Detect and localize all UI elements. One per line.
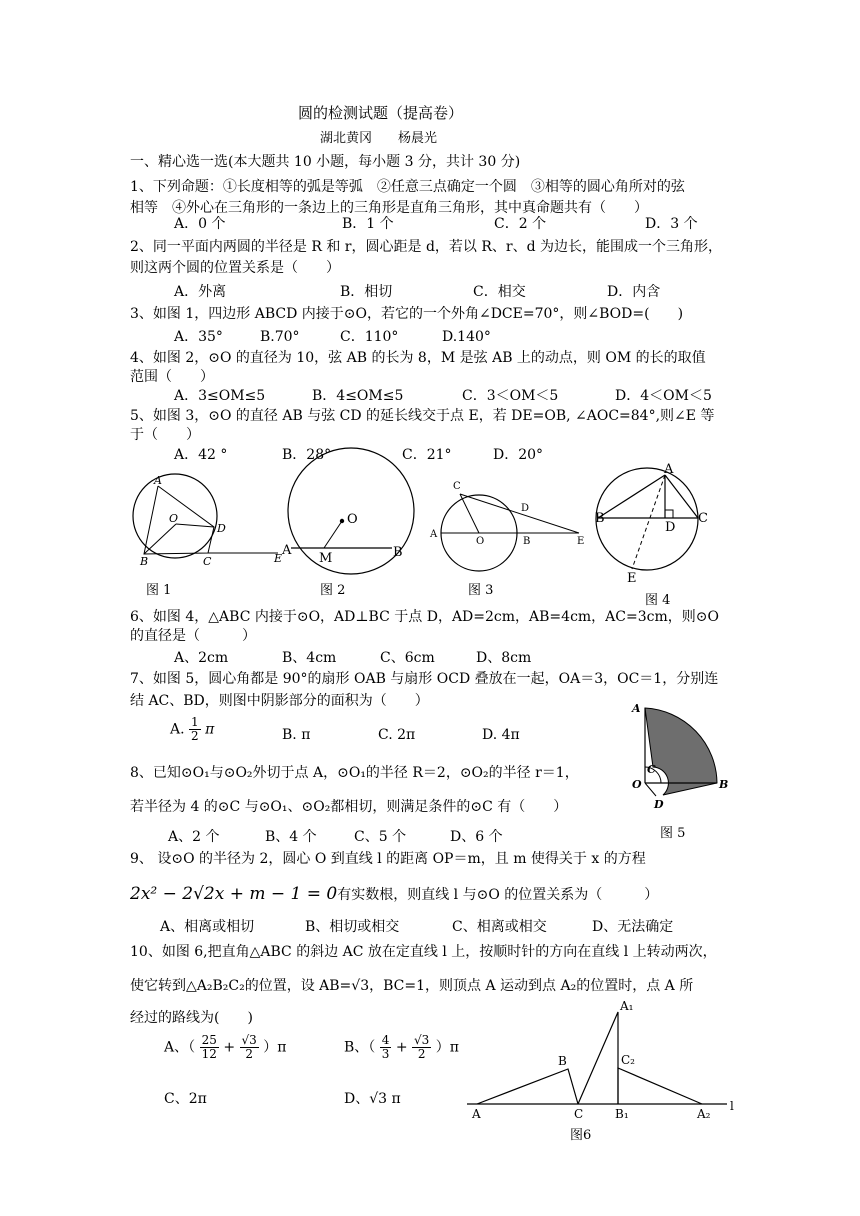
fig6-caption: 图6 <box>570 1128 592 1143</box>
q10-option-a-plus: + <box>223 1039 236 1056</box>
q7-line1: 7、如图 5，圆心角都是 90°的扇形 OAB 与扇形 OCD 叠放在一起，OA＝3，OC＝1，分别连 <box>130 671 719 687</box>
fig2-label-m: M <box>319 551 333 566</box>
q3-line1: 3、如图 1，四边形 ABCD 内接于⊙O，若它的一个外角∠DCE=70°，则∠BOD=( ) <box>130 306 684 322</box>
q10-option-d: D、√3 π <box>344 1091 401 1107</box>
fig3-label-b: B <box>523 536 531 547</box>
q10-option-a <box>164 1034 286 1061</box>
fig5-od <box>645 783 656 796</box>
q6-option-c: C、6cm <box>380 650 435 666</box>
fig6-label-c2: C₂ <box>621 1053 635 1067</box>
q7-line2: 结 AC、BD，则图中阴影部分的面积为（ ） <box>130 693 429 709</box>
fig6-triangle-a2b2c2 <box>618 1068 702 1104</box>
q3-option-b: B.70° <box>260 329 300 345</box>
fig1-caption: 图 1 <box>146 583 172 598</box>
fig5-caption: 图 5 <box>660 826 686 841</box>
q2-option-d: D．内含 <box>607 284 661 300</box>
fig4-label-a: A <box>664 462 674 477</box>
q3-option-c: C．110° <box>340 329 399 345</box>
q2-line2: 则这两个圆的位置关系是（ ） <box>130 260 340 276</box>
fig6-label-b1: B₁ <box>615 1107 629 1121</box>
author-line: 湖北黄冈 杨晨光 <box>320 131 438 146</box>
q5-line2: 于（ ） <box>130 427 200 443</box>
q10-option-a-n2: √3 <box>241 1033 257 1047</box>
q1-option-a: A．0 个 <box>174 216 226 232</box>
fig4-caption: 图 4 <box>645 593 671 608</box>
q4-option-a: A．3≤OM≤5 <box>174 388 266 404</box>
q9-line2 <box>130 885 658 904</box>
fig3-label-a: A <box>430 529 438 540</box>
q10-option-a-prefix: A、（ <box>164 1039 196 1056</box>
q10-option-b-suffix: ）π <box>435 1039 459 1056</box>
fig1-label-o: O <box>169 512 179 525</box>
fig3-label-o: O <box>476 536 485 547</box>
fig6-label-b: B <box>558 1054 567 1068</box>
fig2-label-b: B <box>393 545 403 560</box>
q2-option-a: A．外离 <box>174 284 227 300</box>
fig3-secant-ce <box>460 494 579 533</box>
q8-option-a: A、2 个 <box>168 829 220 845</box>
fig3-label-c: C <box>453 481 461 492</box>
q5-option-b: B．28° <box>282 447 332 463</box>
fig4-diameter-ae <box>632 475 665 569</box>
fig4-circle <box>596 468 698 570</box>
q10-option-a-frac2 <box>240 1034 259 1061</box>
q10-option-b-n2: √3 <box>414 1033 430 1047</box>
q5-line1: 5、如图 3，⊙O 的直径 AB 与弦 CD 的延长线交于点 E，若 DE=OB, ∠AOC=84°,则∠E 等 <box>130 408 715 424</box>
fig4-ab <box>598 475 665 518</box>
q4-option-c: C．3＜OM＜5 <box>462 388 559 404</box>
fig1-label-c: C <box>203 555 212 568</box>
q7-option-a-prefix: A. <box>170 721 185 738</box>
q3-option-a: A．35° <box>174 329 223 345</box>
q5-option-c: C．21° <box>402 447 452 463</box>
figure-1 <box>128 472 288 572</box>
q7-option-a <box>170 716 214 743</box>
q9-option-b: B、相切或相交 <box>305 919 400 935</box>
q4-line2: 范围（ ） <box>130 369 214 385</box>
q2-option-b: B．相切 <box>340 284 393 300</box>
q10-option-a-suffix: ）π <box>263 1039 287 1056</box>
figure-2 <box>278 450 418 580</box>
q10-option-c: C、2π <box>164 1091 207 1107</box>
q9-line2-suffix: 有实数根，则直线 l 与⊙O 的位置关系为（ ） <box>337 887 659 903</box>
q7-option-b: B. π <box>282 727 311 743</box>
q1-option-b: B．1 个 <box>342 216 394 232</box>
fig6-label-a: A <box>472 1107 481 1121</box>
fig2-label-a: A <box>282 543 292 558</box>
q9-option-a: A、相离或相切 <box>160 919 255 935</box>
q4-option-b: B．4≤OM≤5 <box>312 388 404 404</box>
q9-option-d: D、无法确定 <box>592 919 674 935</box>
q10-option-a-n1: 25 <box>201 1033 217 1047</box>
fig3-label-d: D <box>521 503 530 514</box>
q10-option-b-frac2 <box>412 1034 431 1061</box>
fig5-shaded-region <box>645 708 717 795</box>
fig5-label-d: D <box>654 798 664 811</box>
fig6-label-a2: A₂ <box>697 1107 711 1121</box>
figure-3 <box>428 474 588 574</box>
fig2-label-o: O <box>347 512 358 527</box>
q4-option-d: D．4＜OM＜5 <box>615 388 712 404</box>
q2-option-c: C．相交 <box>473 284 526 300</box>
q10-option-a-d2: 2 <box>245 1047 253 1061</box>
fig4-label-d: D <box>665 520 676 535</box>
fig3-label-e: E <box>577 536 585 547</box>
fig3-caption: 图 3 <box>468 583 494 598</box>
q7-option-a-numerator: 1 <box>191 715 199 729</box>
fig5-label-a: A <box>632 702 641 715</box>
fig1-od <box>176 524 214 527</box>
q8-option-b: B、4 个 <box>265 829 317 845</box>
q10-option-b-d2: 2 <box>417 1047 426 1061</box>
fig4-label-b: B <box>595 511 605 526</box>
fig1-label-e: E <box>274 552 283 565</box>
page-title: 圆的检测试题（提高卷） <box>298 104 464 122</box>
figure-5 <box>622 700 737 820</box>
q10-line1: 10、如图 6,把直角△ABC 的斜边 AC 放在定直线 l 上，按顺时针的方向在直线 l 上转动两次， <box>130 944 717 960</box>
fig6-label-c: C <box>574 1107 584 1121</box>
q10-option-b-plus: + <box>395 1039 408 1056</box>
q8-line1: 8、已知⊙O₁与⊙O₂外切于点 A，⊙O₁的半径 R＝2，⊙O₂的半径 r＝1， <box>130 765 579 781</box>
q7-option-c: C. 2π <box>378 727 416 743</box>
figure-4 <box>592 460 720 590</box>
q10-option-b-prefix: B、（ <box>344 1039 376 1056</box>
q9-option-c: C、相离或相交 <box>452 919 547 935</box>
figure-6 <box>465 998 740 1143</box>
q1-option-c: C．2 个 <box>494 216 547 232</box>
q1-line1: 1、下列命题：①长度相等的弧是等弧 ②任意三点确定一个圆 ③相等的圆心角所对的弦 <box>130 179 685 195</box>
q5-option-d: D．20° <box>493 447 544 463</box>
fig2-center-dot <box>340 519 344 523</box>
q8-option-c: C、5 个 <box>354 829 407 845</box>
q5-option-a: A．42 ° <box>174 447 228 463</box>
q8-line2: 若半径为 4 的⊙C 与⊙O₁、⊙O₂都相切，则满足条件的⊙C 有（ ） <box>130 799 568 815</box>
q10-option-b <box>344 1034 459 1061</box>
q10-option-b-frac1 <box>380 1034 392 1061</box>
fig6-label-a1: A₁ <box>620 999 634 1013</box>
q8-option-d: D、6 个 <box>450 829 503 845</box>
fig4-label-e: E <box>627 571 637 586</box>
q6-option-d: D、8cm <box>476 650 532 666</box>
q10-line2: 使它转到△A₂B₂C₂的位置，设 AB=√3，BC=1，则顶点 A 运动到点 A₂的位置时，点 A 所 <box>130 978 694 994</box>
q10-option-b-d1: 3 <box>381 1047 390 1061</box>
q7-option-a-pi: π <box>205 721 215 738</box>
q10-line3: 经过的路线为( ) <box>130 1010 253 1026</box>
fig3-oc <box>460 494 479 533</box>
q7-option-a-denominator: 2 <box>191 729 199 743</box>
q4-line1: 4、如图 2，⊙O 的直径为 10，弦 AB 的长为 8，M 是弦 AB 上的动点，则 OM 的长的取值 <box>130 350 706 366</box>
q6-line2: 的直径是（ ） <box>130 628 256 644</box>
fig2-om <box>324 521 342 548</box>
q1-line2: 相等 ④外心在三角形的一条边上的三角形是直角三角形，其中真命题共有（ ） <box>130 200 648 216</box>
fig5-label-c: C <box>647 763 656 776</box>
fig6-triangle-a1b1c <box>578 1012 618 1104</box>
q1-option-d: D．3 个 <box>645 216 698 232</box>
q10-option-a-frac1 <box>200 1034 219 1061</box>
fig5-label-o: O <box>632 778 642 791</box>
q6-line1: 6、如图 4，△ABC 内接于⊙O，AD⊥BC 于点 D，AD=2cm，AB=4cm，AC=3cm，则⊙O <box>130 609 719 625</box>
fig4-right-angle <box>665 510 673 518</box>
q9-equation: 2x² − 2√2x + m − 1 = 0 <box>130 884 338 904</box>
fig1-label-d: D <box>217 522 226 535</box>
fig6-label-l: l <box>730 1099 734 1113</box>
section-heading: 一、精心选一选(本大题共 10 小题，每小题 3 分，共计 30 分) <box>130 154 521 170</box>
q9-line1: 9、 设⊙O 的半径为 2，圆心 O 到直线 l 的距离 OP＝m，且 m 使得关于 x 的方程 <box>130 851 646 867</box>
q6-option-a: A、2cm <box>174 650 229 666</box>
q10-option-b-n1: 4 <box>381 1033 390 1047</box>
fig5-label-b: B <box>719 778 729 791</box>
q3-option-d: D.140° <box>442 329 491 345</box>
fig1-label-b: B <box>140 555 149 568</box>
q7-option-d: D. 4π <box>482 727 520 743</box>
fig2-caption: 图 2 <box>320 583 346 598</box>
q7-option-a-fraction <box>189 716 201 743</box>
q6-option-b: B、4cm <box>282 650 337 666</box>
fig4-label-c: C <box>698 511 708 526</box>
fig6-triangle-abc <box>477 1069 578 1104</box>
q2-line1: 2、同一平面内两圆的半径是 R 和 r，圆心距是 d，若以 R、r、d 为边长，能围成一个三角形， <box>130 239 722 255</box>
q10-option-a-d1: 12 <box>201 1047 217 1061</box>
fig1-label-a: A <box>154 474 162 487</box>
